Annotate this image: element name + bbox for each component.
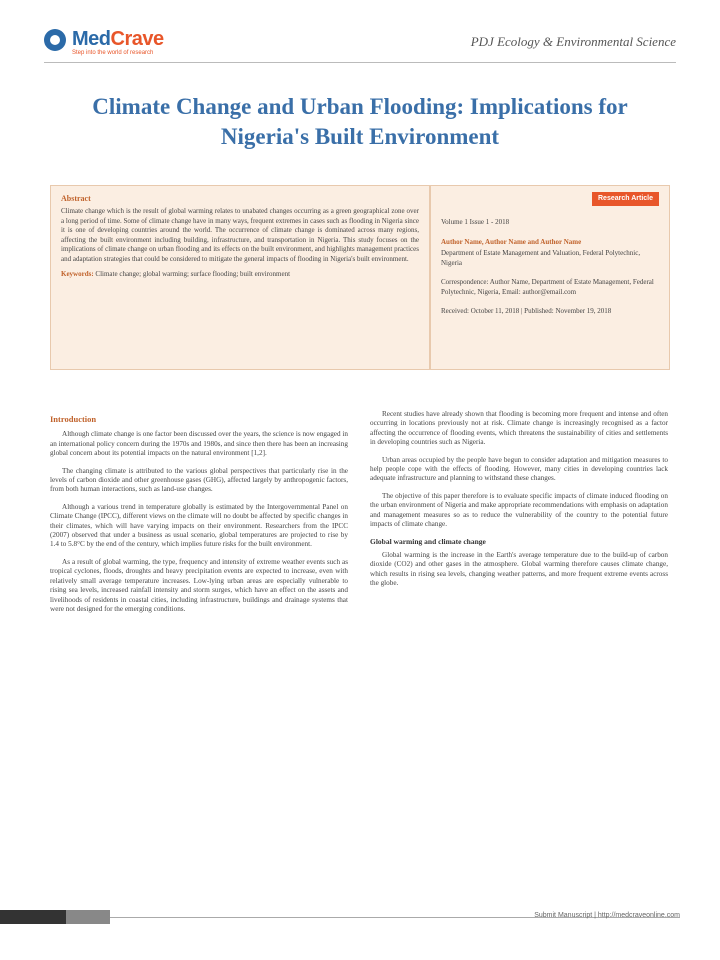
body-paragraph: Global warming is the increase in the Earth's average temperature due to the build-up of carbon dioxide (CO2) and other gases in the atmosphere. Global warming therefore causes climate change, which results in rising sea levels, changing weather patterns, and more frequent extreme events across the globe. <box>370 550 668 588</box>
journal-name: PDJ Ecology & Environmental Science <box>470 34 676 49</box>
keywords-label: Keywords: <box>61 270 94 278</box>
body-column-left <box>50 415 348 622</box>
body-paragraph: The objective of this paper therefore is to evaluate specific impacts of climate induced flooding on the urban environment of Nigeria and make appropriate recommendations with emphasis on adaptation and management measures so as to reduce the vulnerability of the country to the potential future impacts of climate change. <box>370 491 668 529</box>
abstract-heading: Abstract <box>61 194 91 203</box>
volume-issue: Volume 1 Issue 1 - 2018 <box>441 218 510 226</box>
body-paragraph: Although climate change is one factor been discussed over the years, the science is now engaged in an international policy concern during the 1970s and 1980s, and since then there has been an increasing global concern about its potential impacts on the natural environment [1,2]. <box>50 430 348 458</box>
logo-tagline: Step into the world of research <box>72 50 154 56</box>
page-header <box>0 0 720 72</box>
author-list[interactable]: Author Name, Author Name and Author Name <box>441 237 582 246</box>
subsection-heading: Global warming and climate change <box>370 537 486 547</box>
body-paragraph: As a result of global warming, the type, frequency and intensity of extreme weather events such as tropical cyclones, floods, droughts and heavy precipitation events are expected to increase, even with relatively small average temperature increases. Low-lying urban areas are especially vulnerable to rising sea levels, increased rainfall intensity and storm surges, which have an effect on the assets and livelihoods of residents in coastal cities, including infrastructure, buildings and drainage systems that were not designed for the emerging conditions. <box>50 557 348 613</box>
abstract-body: Climate change which is the result of global warming relates to unabated changes occurring as a green geographical zone over a long period of time. Some of climate change have in many ways, frequent extremes in cases such as flooding in Nigeria since it is one of developing countries around the world. The occurrence of climate change is dominated across many regions, affecting the built environment including building, infrastructure, and transportation in Nigeria. This study focuses on the implications of climate change on urban flooding and its effects on the built environment, and highlights management practices and adaptation strategies that could be considered to mitigate the general impacts of flooding in Nigeria's built environment. <box>61 207 419 263</box>
header-divider <box>44 62 676 63</box>
logo-icon <box>44 29 66 51</box>
introduction-heading: Introduction <box>50 414 97 424</box>
paper-title: Climate Change and Urban Flooding: Implications for Nigeria's Built Environment <box>92 94 628 149</box>
keywords-text: Climate change; global warming; surface flooding; built environment <box>95 270 291 278</box>
logo-accent: Crave <box>110 28 164 50</box>
keywords <box>61 270 419 279</box>
footer-logo <box>0 910 110 924</box>
author-affiliation: Department of Estate Management and Valuation, Federal Polytechnic, Nigeria <box>441 249 641 267</box>
footer-link[interactable]: Submit Manuscript | http://medcraveonline.com <box>534 912 680 919</box>
body-paragraph: Although a various trend in temperature globally is estimated by the Intergovernmental Panel on Climate Change (IPCC), different views on the climate will no doubt be affected by specific changes in their climates, which will have varying impacts on their environment. Researchers from the IPCC (2007) observed that under a business as usual scenario, global temperatures are projected to rise by 1.4 to 5.8°C by the end of the century, which implies future risks for the built environment. <box>50 502 348 549</box>
body-paragraph: Recent studies have already shown that flooding is becoming more frequent and intense and often occurring in locations previously not at risk. Climate change is increasingly recognised as a factor affecting the occurrence of flooding events, which threatens the sustainability of cities and settlements in developing countries such as Nigeria. <box>370 410 668 447</box>
body-paragraph: Urban areas occupied by the people have begun to consider adaptation and mitigation measures to help people cope with the effects of flooding. However, many cities in developing countries lack adequate infrastructure and planning to withstand these changes. <box>370 455 668 483</box>
logo-text <box>72 28 164 51</box>
article-type-badge: Research Article <box>592 192 659 206</box>
article-dates: Received: October 11, 2018 | Published: November 19, 2018 <box>441 307 612 315</box>
correspondence[interactable]: Correspondence: Author Name, Department of Estate Management, Federal Polytechnic, Nigeria, Email: author@email.com <box>441 278 654 296</box>
article-info-box <box>430 185 670 370</box>
body-paragraph: The changing climate is attributed to the various global perspectives that particularly rise in the levels of carbon dioxide and other greenhouse gases (GHG), affected largely by anthropogenic factors, from both human interactions, such as land-use changes. <box>50 466 348 494</box>
publisher-logo[interactable] <box>44 28 164 56</box>
body-column-right <box>370 410 668 597</box>
abstract-box <box>50 185 430 370</box>
page-footer <box>0 900 720 960</box>
logo-main: Med <box>72 28 111 50</box>
